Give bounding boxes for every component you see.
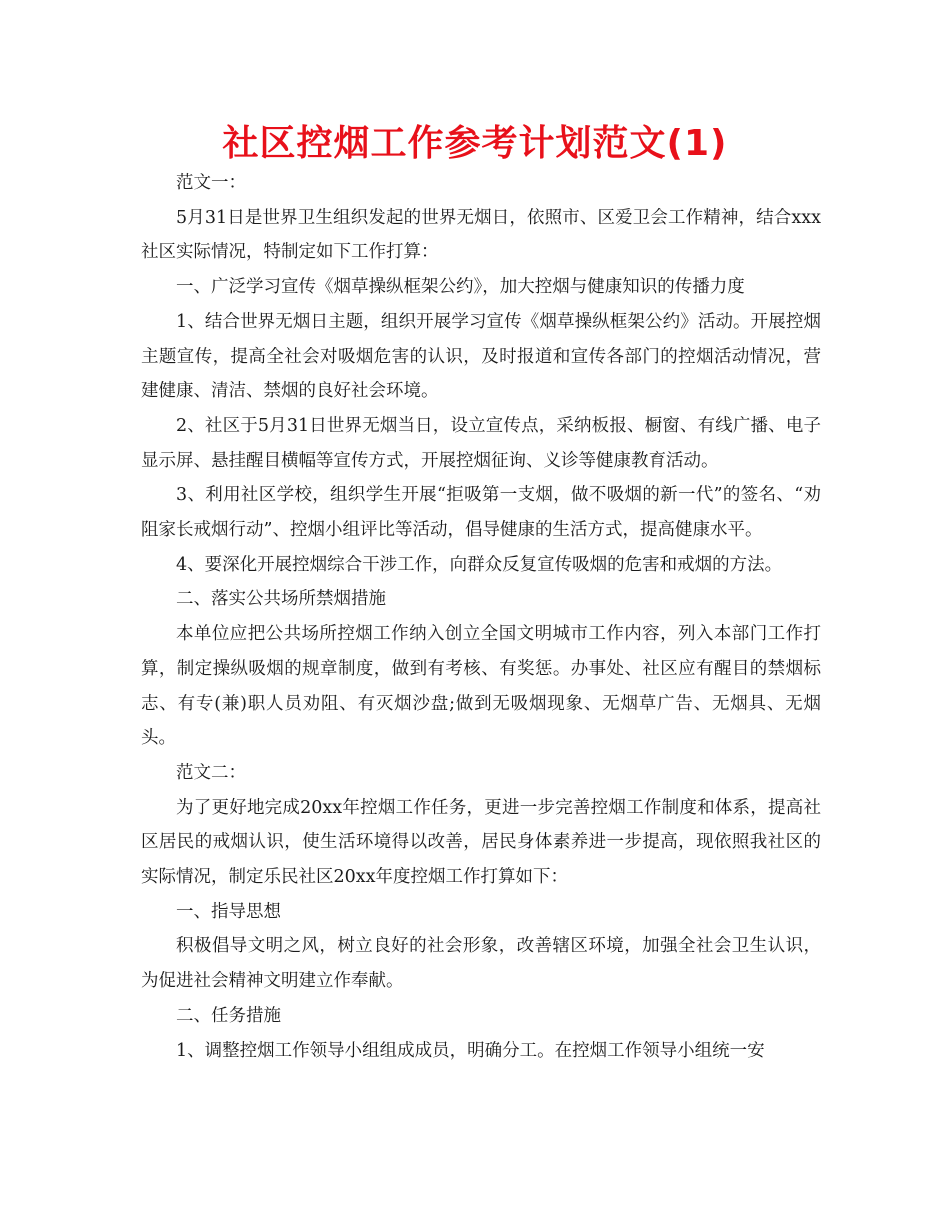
paragraph: 二、任务措施 [176, 1005, 281, 1026]
paragraph: 一、广泛学习宣传《烟草操纵框架公约》，加大控烟与健康知识的传播力度 [176, 277, 745, 298]
paragraph: 1、调整控烟工作领导小组组成成员，明确分工。在控烟工作领导小组统一安 [176, 1040, 765, 1061]
paragraph: 3、利用社区学校，组织学生开展“拒吸第一支烟，做不吸烟的新一代”的签名、“劝阻家长戒烟行动”、控烟小组评比等活动，倡导健康的生活方式，提高健康水平。 [141, 485, 821, 541]
document-body [141, 166, 821, 1068]
paragraph: 二、落实公共场所禁烟措施 [176, 589, 386, 610]
paragraph: 本单位应把公共场所控烟工作纳入创立全国文明城市工作内容，列入本部门工作打算，制定操纵吸烟的规章制度，做到有考核、有奖惩。办事处、社区应有醒目的禁烟标志、有专(兼)职人员劝阻、有灭烟沙盘;做到无吸烟现象、无烟草广告、无烟具、无烟头。 [141, 624, 821, 749]
paragraph: 2、社区于5月31日世界无烟当日，设立宣传点，采纳板报、橱窗、有线广播、电子显示屏、悬挂醒目横幅等宣传方式，开展控烟征询、义诊等健康教育活动。 [141, 415, 821, 471]
document-title: 社区控烟工作参考计划范文(1) [222, 123, 728, 164]
paragraph: 一、指导思想 [176, 901, 281, 922]
paragraph: 1、结合世界无烟日主题，组织开展学习宣传《烟草操纵框架公约》活动。开展控烟主题宣传，提高全社会对吸烟危害的认识，及时报道和宣传各部门的控烟活动情况，营建健康、清洁、禁烟的良好社会环境。 [141, 311, 821, 402]
paragraph: 积极倡导文明之风，树立良好的社会形象，改善辖区环境，加强全社会卫生认识，为促进社会精神文明建立作奉献。 [141, 936, 821, 992]
paragraph: 范文二： [176, 762, 246, 783]
paragraph: 范文一： [176, 173, 246, 193]
paragraph: 为了更好地完成20xx年控烟工作任务，更进一步完善控烟工作制度和体系，提高社区居民的戒烟认识，使生活环境得以改善，居民身体素养进一步提高，现依照我社区的实际情况，制定乐民社区20xx年度控烟工作打算如下： [141, 797, 821, 888]
paragraph: 4、要深化开展控烟综合干涉工作，向群众反复宣传吸烟的危害和戒烟的方法。 [176, 554, 783, 575]
paragraph: 5月31日是世界卫生组织发起的世界无烟日，依照市、区爱卫会工作精神，结合xxx社区实际情况，特制定如下工作打算： [141, 207, 821, 263]
